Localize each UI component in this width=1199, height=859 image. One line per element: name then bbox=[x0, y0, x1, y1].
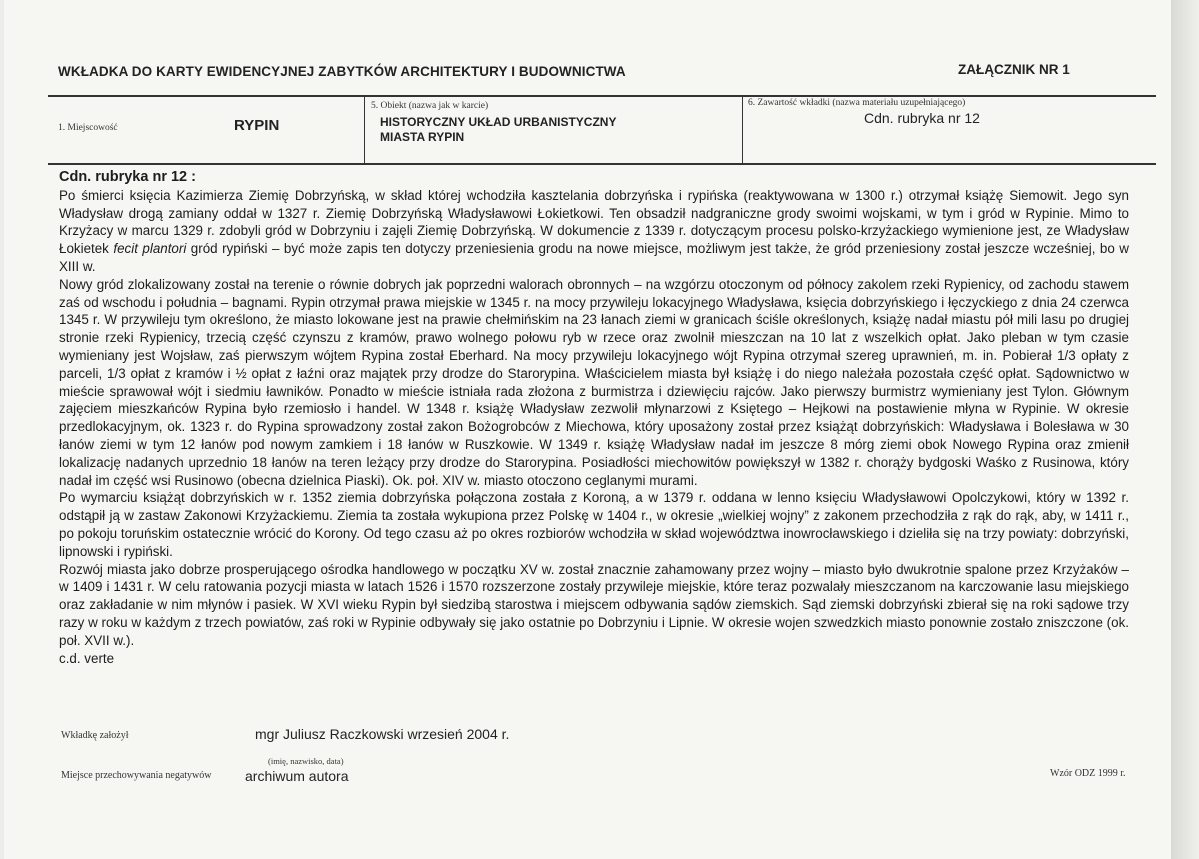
founder-hint: (imię, nazwisko, data) bbox=[268, 756, 344, 766]
section-heading: Cdn. rubryka nr 12 : bbox=[59, 169, 196, 185]
negatives-value: archiwum autora bbox=[245, 768, 349, 784]
object-value-line: HISTORYCZNY UKŁAD URBANISTYCZNY bbox=[380, 115, 617, 129]
column-divider bbox=[742, 97, 743, 163]
contents-value: Cdn. rubryka nr 12 bbox=[864, 110, 980, 126]
paragraph: Po śmierci księcia Kazimierza Ziemię Dobrzyńską, w skład której wchodziła kasztelania dobrzyńska i rypińska (reaktywowana w 1300 r.) otrzymał książę Siemowit. Jego syn Władysław drogą zamiany oddał w 1327 r. Ziemię Dobrzyńską Władysławowi Łokietkowi. Ten obsadził nadgraniczne grody swoimi wojskami, w tym i gród w Rypinie. Mimo to Krzyżacy w marcu 1329 r. zdobyli gród w Dobrzyniu i zajęli Ziemię Dobrzyńską. W dokumencie z 1339 r. dotyczącym procesu polsko-krzyżackiego wymienione jest, ze Władysław Łokietek fecit plantori gród rypiński – być może zapis ten dotyczy przeniesienia grodu na nowe miejsce, możliwym jest także, że gród przeniesiony został jeszcze wcześniej, bo w XIII w. bbox=[59, 187, 1129, 274]
founder-value: mgr Juliusz Raczkowski wrzesień 2004 r. bbox=[255, 726, 510, 742]
object-value bbox=[380, 115, 740, 145]
paragraph: Po wymarciu książąt dobrzyńskich w r. 1352 ziemia dobrzyńska połączona została z Koroną, a w 1379 r. oddana w lenno księciu Władysławowi Opolczykowi, który w 1392 r. odstąpił ją w zastaw Zakonowi Krzyżackiemu. Ziemia ta została wykupiona przez Polskę w 1404 r., w okresie „wielkiej wojny” z zakonem przechodziła z rąk do rąk, aby, w 1411 r., po pokoju toruńskim ostatecznie wrócić do Korony. Od tego czasu aż po okres rozbiorów wchodziła w skład województwa inowrocławskiego i dzieliła się na trzy powiaty: dobrzyński, lipnowski i rypiński. bbox=[59, 490, 1129, 559]
column-divider bbox=[364, 97, 365, 163]
paragraph: Nowy gród zlokalizowany został na terenie o równie dobrych jak poprzedni walorach obronnych – na wzgórzu otoczonym od północy zakolem rzeki Rypienicy, od zachodu stawem zaś od wschodu i południa – bagnami. Rypin otrzymał prawa miejskie w 1345 r. na mocy przywileju lokacyjnego Władysława, księcia dobrzyńskiego i łęczyckiego z dnia 24 czerwca 1345 r. W przywileju tym określono, że miasto lokowane jest na prawie chełmińskim na 23 łanach ziemi w granicach ściśle określonych, książę nadał miastu pół mili lasu po drugiej stronie rzeki Rypienicy, trzecią część czynszu z kramów, prawo wolnego połowu ryb w rzece oraz zwolnił mieszczan na 10 lat z wszelkich opłat. Jako pleban w tym czasie wymieniany jest Wojsław, zaś pierwszym wójtem Rypina został Eberhard. Na mocy przywileju lokacyjnego wójt Rypina otrzymał szereg uprawnień, m. in. Pobierał 1/3 opłaty z parceli, 1/3 opłat z kramów i ½ opłat z łaźni oraz majątek przy drodze do Starorypina. Właścicielem miasta był książę i do niego należała pozostała część opłat. Sądownictwo w mieście sprawował wójt i siedmiu ławników. Ponadto w mieście istniała rada złożona z burmistrza i dziewięciu rajców. Jako pierwszy burmistrz wymieniany jest Tylon. Głównym zajęciem mieszkańców Rypina było rzemiosło i handel. W 1348 r. książę Władysław zezwolił młynarzowi z Księtego – Hejkowi na postawienie młyna w Rypinie. W okresie przedlokacyjnym, ok. 1323 r. do Rypina sprowadzony został zakon Bożogrobców z Miechowa, który uposażony został przez książąt dobrzyńskich: Władysława i Bolesława w 30 łanów ziemi w tym 12 łanów pod nowym zamkiem i 18 łanów w Ruszkowie. W 1349 r. książę Władysław nadał im jeszcze 8 mórg ziemi obok Nowego Rypina oraz zmienił lokalizację nadanych uprzednio 18 łanów na teren leżący przy drodze do Starorypina. Posiadłości miechowitów powiększył w 1382 r. chorąży bydgoski Waśko z Rusinowa, który nadał im część wsi Rusinowo (obecna dzielnica Piaski). Ok. poł. XIV w. miasto otoczono ceglanymi murami. bbox=[59, 276, 1129, 488]
locality-label: 1. Miejscowość bbox=[58, 123, 118, 133]
paper-edge bbox=[1171, 0, 1199, 859]
paragraph: Rozwój miasta jako dobrze prosperującego ośrodka handlowego w początku XV w. został znacznie zahamowany przez wojny – miasto było dwukrotnie spalone przez Krzyżaków – w 1409 i 1431 r. W celu ratowania pozycji miasta w latach 1526 i 1570 rozszerzone zostały przywileje miejskie, które teraz pozwalały mieszczanom na karczowanie lasu miejskiego oraz zakładanie w nim młynów i pasiek. W XVI wieku Rypin był siedzibą starostwa i miejscem odbywania sądów ziemskich. Sąd ziemski dobrzyński zbierał się na roki sądowe trzy razy w roku w każdym z trzech powiatów, zaś roki w Rypinie odbywały się jako ostatnie po Dobrzyniu i Lipnie. W okresie wojen szwedzkich miasto ponownie zostało zniszczone (ok. poł. XVII w.). bbox=[59, 561, 1129, 648]
header-fields-table bbox=[48, 95, 1156, 165]
locality-value: RYPIN bbox=[234, 117, 280, 134]
form-version: Wzór ODZ 1999 r. bbox=[1050, 768, 1126, 779]
latin-phrase: fecit plantori bbox=[113, 241, 187, 257]
continuation-note: c.d. verte bbox=[59, 650, 115, 666]
object-label: 5. Obiekt (nazwa jak w karcie) bbox=[371, 101, 489, 111]
negatives-label: Miejsce przechowywania negatywów bbox=[61, 770, 212, 781]
contents-label: 6. Zawartość wkładki (nazwa materiału uzupełniającego) bbox=[748, 98, 966, 108]
form-title: WKŁADKA DO KARTY EWIDENCYJNEJ ZABYTKÓW ARCHITEKTURY I BUDOWNICTWA bbox=[58, 64, 626, 79]
body-text bbox=[59, 169, 1129, 667]
object-value-line: MIASTA RYPIN bbox=[380, 130, 465, 144]
annex-number: ZAŁĄCZNIK NR 1 bbox=[958, 62, 1070, 77]
founder-label: Wkładkę założył bbox=[61, 730, 129, 741]
